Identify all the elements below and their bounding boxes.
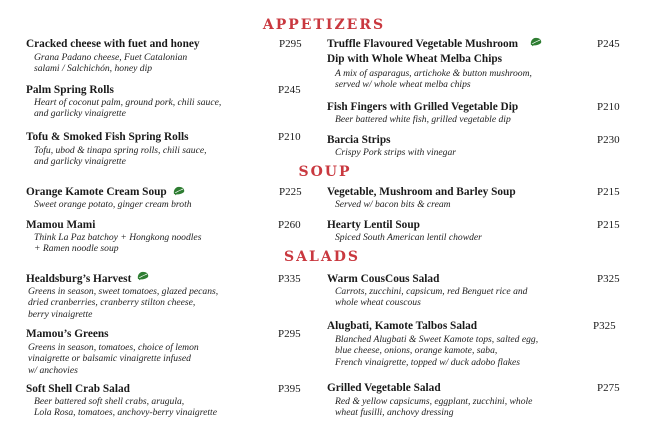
item-name: Mamou’s Greens (26, 328, 109, 340)
item-description: Heart of coconut palm, ground pork, chili sauce, and garlicky vinaigrette (34, 97, 222, 120)
item-description: Spiced South American lentil chowder (335, 232, 482, 243)
heading-appetizers: APPETIZERS (262, 17, 386, 33)
item-name-line2: Dip with Whole Wheat Melba Chips (327, 53, 503, 65)
item-name: Orange Kamote Cream Soup (26, 186, 167, 198)
item-name: Vegetable, Mushroom and Barley Soup (327, 186, 516, 198)
item-price: P230 (597, 134, 620, 146)
veg-leaf-icon (529, 36, 543, 47)
item-name: Truffle Flavoured Vegetable Mushroom (327, 38, 519, 50)
heading-soup: SOUP (298, 164, 352, 180)
item-description: Beer battered soft shell crabs, arugula, Lola Rosa, tomatoes, anchovy-berry vinaigrette (34, 396, 217, 419)
item-price: P210 (278, 131, 301, 143)
item-name: Fish Fingers with Grilled Vegetable Dip (327, 101, 519, 113)
item-description: Carrots, zucchini, capsicum, red Benguet rice and whole wheat couscous (335, 286, 528, 309)
veg-leaf-icon (172, 185, 186, 196)
item-price: P210 (597, 101, 620, 113)
item-description: Crispy Pork strips with vinegar (335, 147, 456, 158)
item-description: Sweet orange potato, ginger cream broth (34, 199, 192, 210)
item-price: P225 (279, 186, 302, 198)
item-price: P260 (278, 219, 301, 231)
item-price: P215 (597, 219, 620, 231)
item-price: P295 (278, 328, 301, 340)
item-name: Alugbati, Kamote Talbos Salad (327, 320, 478, 332)
item-name: Healdsburg’s Harvest (26, 273, 132, 285)
item-description: Served w/ bacon bits & cream (335, 199, 451, 210)
item-name: Hearty Lentil Soup (327, 219, 420, 231)
item-price: P325 (593, 320, 616, 332)
item-name: Cracked cheese with fuet and honey (26, 38, 200, 50)
item-description: Think La Paz batchoy + Hongkong noodles + Ramen noodle soup (34, 232, 202, 255)
item-name: Palm Spring Rolls (26, 84, 114, 96)
item-price: P245 (597, 38, 620, 50)
item-name: Barcia Strips (327, 134, 391, 146)
item-description: Greens in season, sweet tomatoes, glazed pecans, dried cranberries, cranberry stilton cheese, berry vinaigrette (28, 286, 219, 320)
item-description: A mix of asparagus, artichoke & button mushroom, served w/ whole wheat melba chips (335, 68, 532, 91)
item-description: Greens in season, tomatoes, choice of lemon vinaigrette or balsamic vinaigrette infused w/ anchovies (28, 342, 199, 376)
item-price: P275 (597, 382, 620, 394)
item-name: Soft Shell Crab Salad (26, 383, 130, 395)
item-price: P295 (279, 38, 302, 50)
item-name: Mamou Mami (26, 219, 96, 231)
item-price: P325 (597, 273, 620, 285)
item-price: P395 (278, 383, 301, 395)
item-price: P335 (278, 273, 301, 285)
item-description: Blanched Alugbati & Sweet Kamote tops, salted egg, blue cheese, onions, orange kamote, saba, French vinaigrette, topped w/ duck adobo flakes (335, 334, 539, 368)
item-description: Beer battered white fish, grilled vegetable dip (335, 114, 511, 125)
item-description: Red & yellow capsicums, eggplant, zucchini, whole wheat fusilli, anchovy dressing (335, 396, 533, 419)
item-name: Tofu & Smoked Fish Spring Rolls (26, 131, 189, 143)
item-price: P215 (597, 186, 620, 198)
item-name: Warm CousCous Salad (327, 273, 440, 285)
item-name: Grilled Vegetable Salad (327, 382, 441, 394)
heading-salads: SALADS (284, 249, 360, 265)
veg-leaf-icon (136, 270, 150, 281)
item-price: P245 (278, 84, 301, 96)
item-description: Grana Padano cheese, Fuet Catalonian salami / Salchichón, honey dip (34, 52, 188, 75)
item-description: Tofu, ubod & tinapa spring rolls, chili sauce, and garlicky vinaigrette (34, 145, 207, 168)
